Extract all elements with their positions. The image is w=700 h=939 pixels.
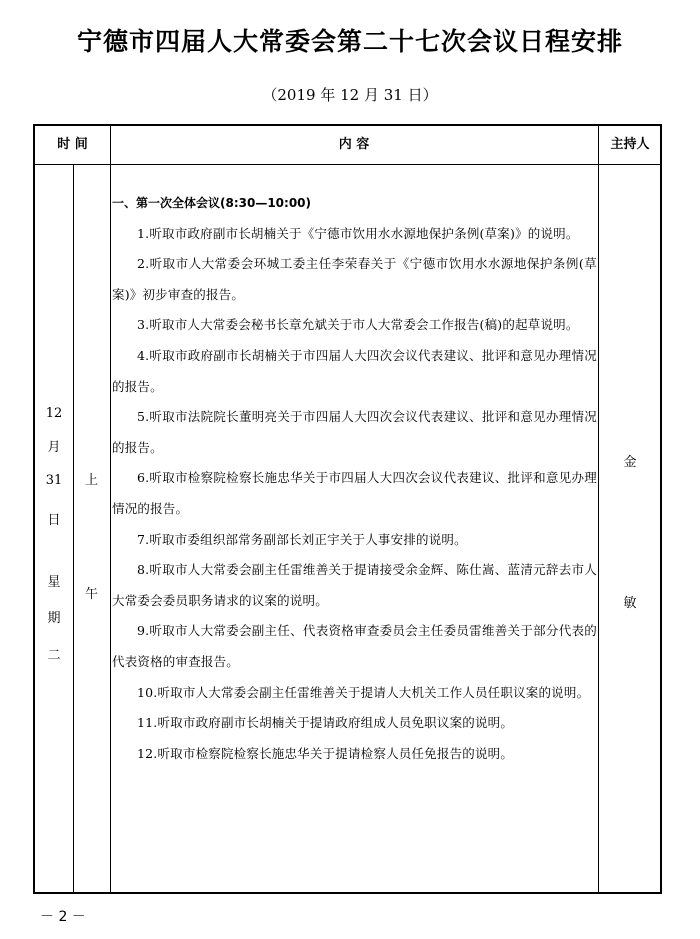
period-char: 上: [84, 473, 98, 488]
agenda-item: 7.听取市委组织部常务副部长刘正宇关于人事安排的说明。: [137, 531, 467, 547]
period-cell: [73, 469, 110, 613]
document-title: 宁德市四届人大常委会第二十七次会议日程安排: [76, 27, 623, 56]
agenda-item: 6.听取市检察院检察长施忠华关于市四届人大四次会议代表建议、批评和意见办理情况的报告。: [112, 470, 597, 516]
agenda-item: 10.听取市人大常委会副主任雷维善关于提请人大机关工作人员任职议案的说明。: [137, 684, 590, 700]
date-char: 月: [47, 440, 61, 455]
host-char: 金: [623, 455, 637, 470]
agenda-item: 1.听取市政府副市长胡楠关于《宁德市饮用水水源地保护条例(草案)》的说明。: [137, 225, 579, 241]
date-char: 星: [47, 575, 61, 590]
date-cell: [35, 406, 73, 674]
time-content-divider: [110, 126, 111, 892]
header-time: 时 间: [57, 137, 88, 152]
date-char: 31: [45, 473, 63, 488]
page-number: － 2 －: [40, 909, 86, 925]
period-char: 午: [84, 587, 98, 602]
header-divider: [35, 164, 660, 165]
document-date: （2019 年 12 月 31 日）: [262, 86, 438, 104]
schedule-table: [33, 124, 662, 894]
agenda-item: 9.听取市人大常委会副主任、代表资格审查委员会主任委员雷维善关于部分代表的代表资格的审查报告。: [112, 623, 597, 669]
agenda-item: 12.听取市检察院检察长施忠华关于提请检察人员任免报告的说明。: [137, 745, 514, 761]
host-cell: [598, 451, 662, 622]
date-char: 期: [47, 611, 61, 626]
agenda-item: 11.听取市政府副市长胡楠关于提请政府组成人员免职议案的说明。: [137, 715, 514, 731]
header-host: 主持人: [610, 137, 650, 152]
agenda-section-heading: 一、第一次全体会议(8:30—10:00): [112, 196, 312, 210]
agenda-item: 5.听取市法院院长董明亮关于市四届人大四次会议代表建议、批评和意见办理情况的报告。: [112, 409, 597, 455]
date-char: 日: [47, 513, 61, 528]
agenda-item: 8.听取市人大常委会副主任雷维善关于提请接受余金辉、陈仕嵩、蓝清元辞去市人大常委会委员职务请求的议案的说明。: [112, 562, 597, 608]
agenda-item: 3.听取市人大常委会秘书长章允斌关于市人大常委会工作报告(稿)的起草说明。: [137, 317, 579, 333]
header-content: 内 容: [338, 137, 370, 152]
date-char: 12: [45, 406, 63, 421]
agenda-content: [112, 188, 597, 769]
host-char: 敏: [623, 596, 637, 611]
date-char: 二: [47, 648, 61, 663]
agenda-item: 4.听取市政府副市长胡楠关于市四届人大四次会议代表建议、批评和意见办理情况的报告。: [112, 347, 597, 394]
agenda-item: 2.听取市人大常委会环城工委主任李荣春关于《宁德市饮用水水源地保护条例(草案)》初步审查的报告。: [112, 256, 597, 302]
